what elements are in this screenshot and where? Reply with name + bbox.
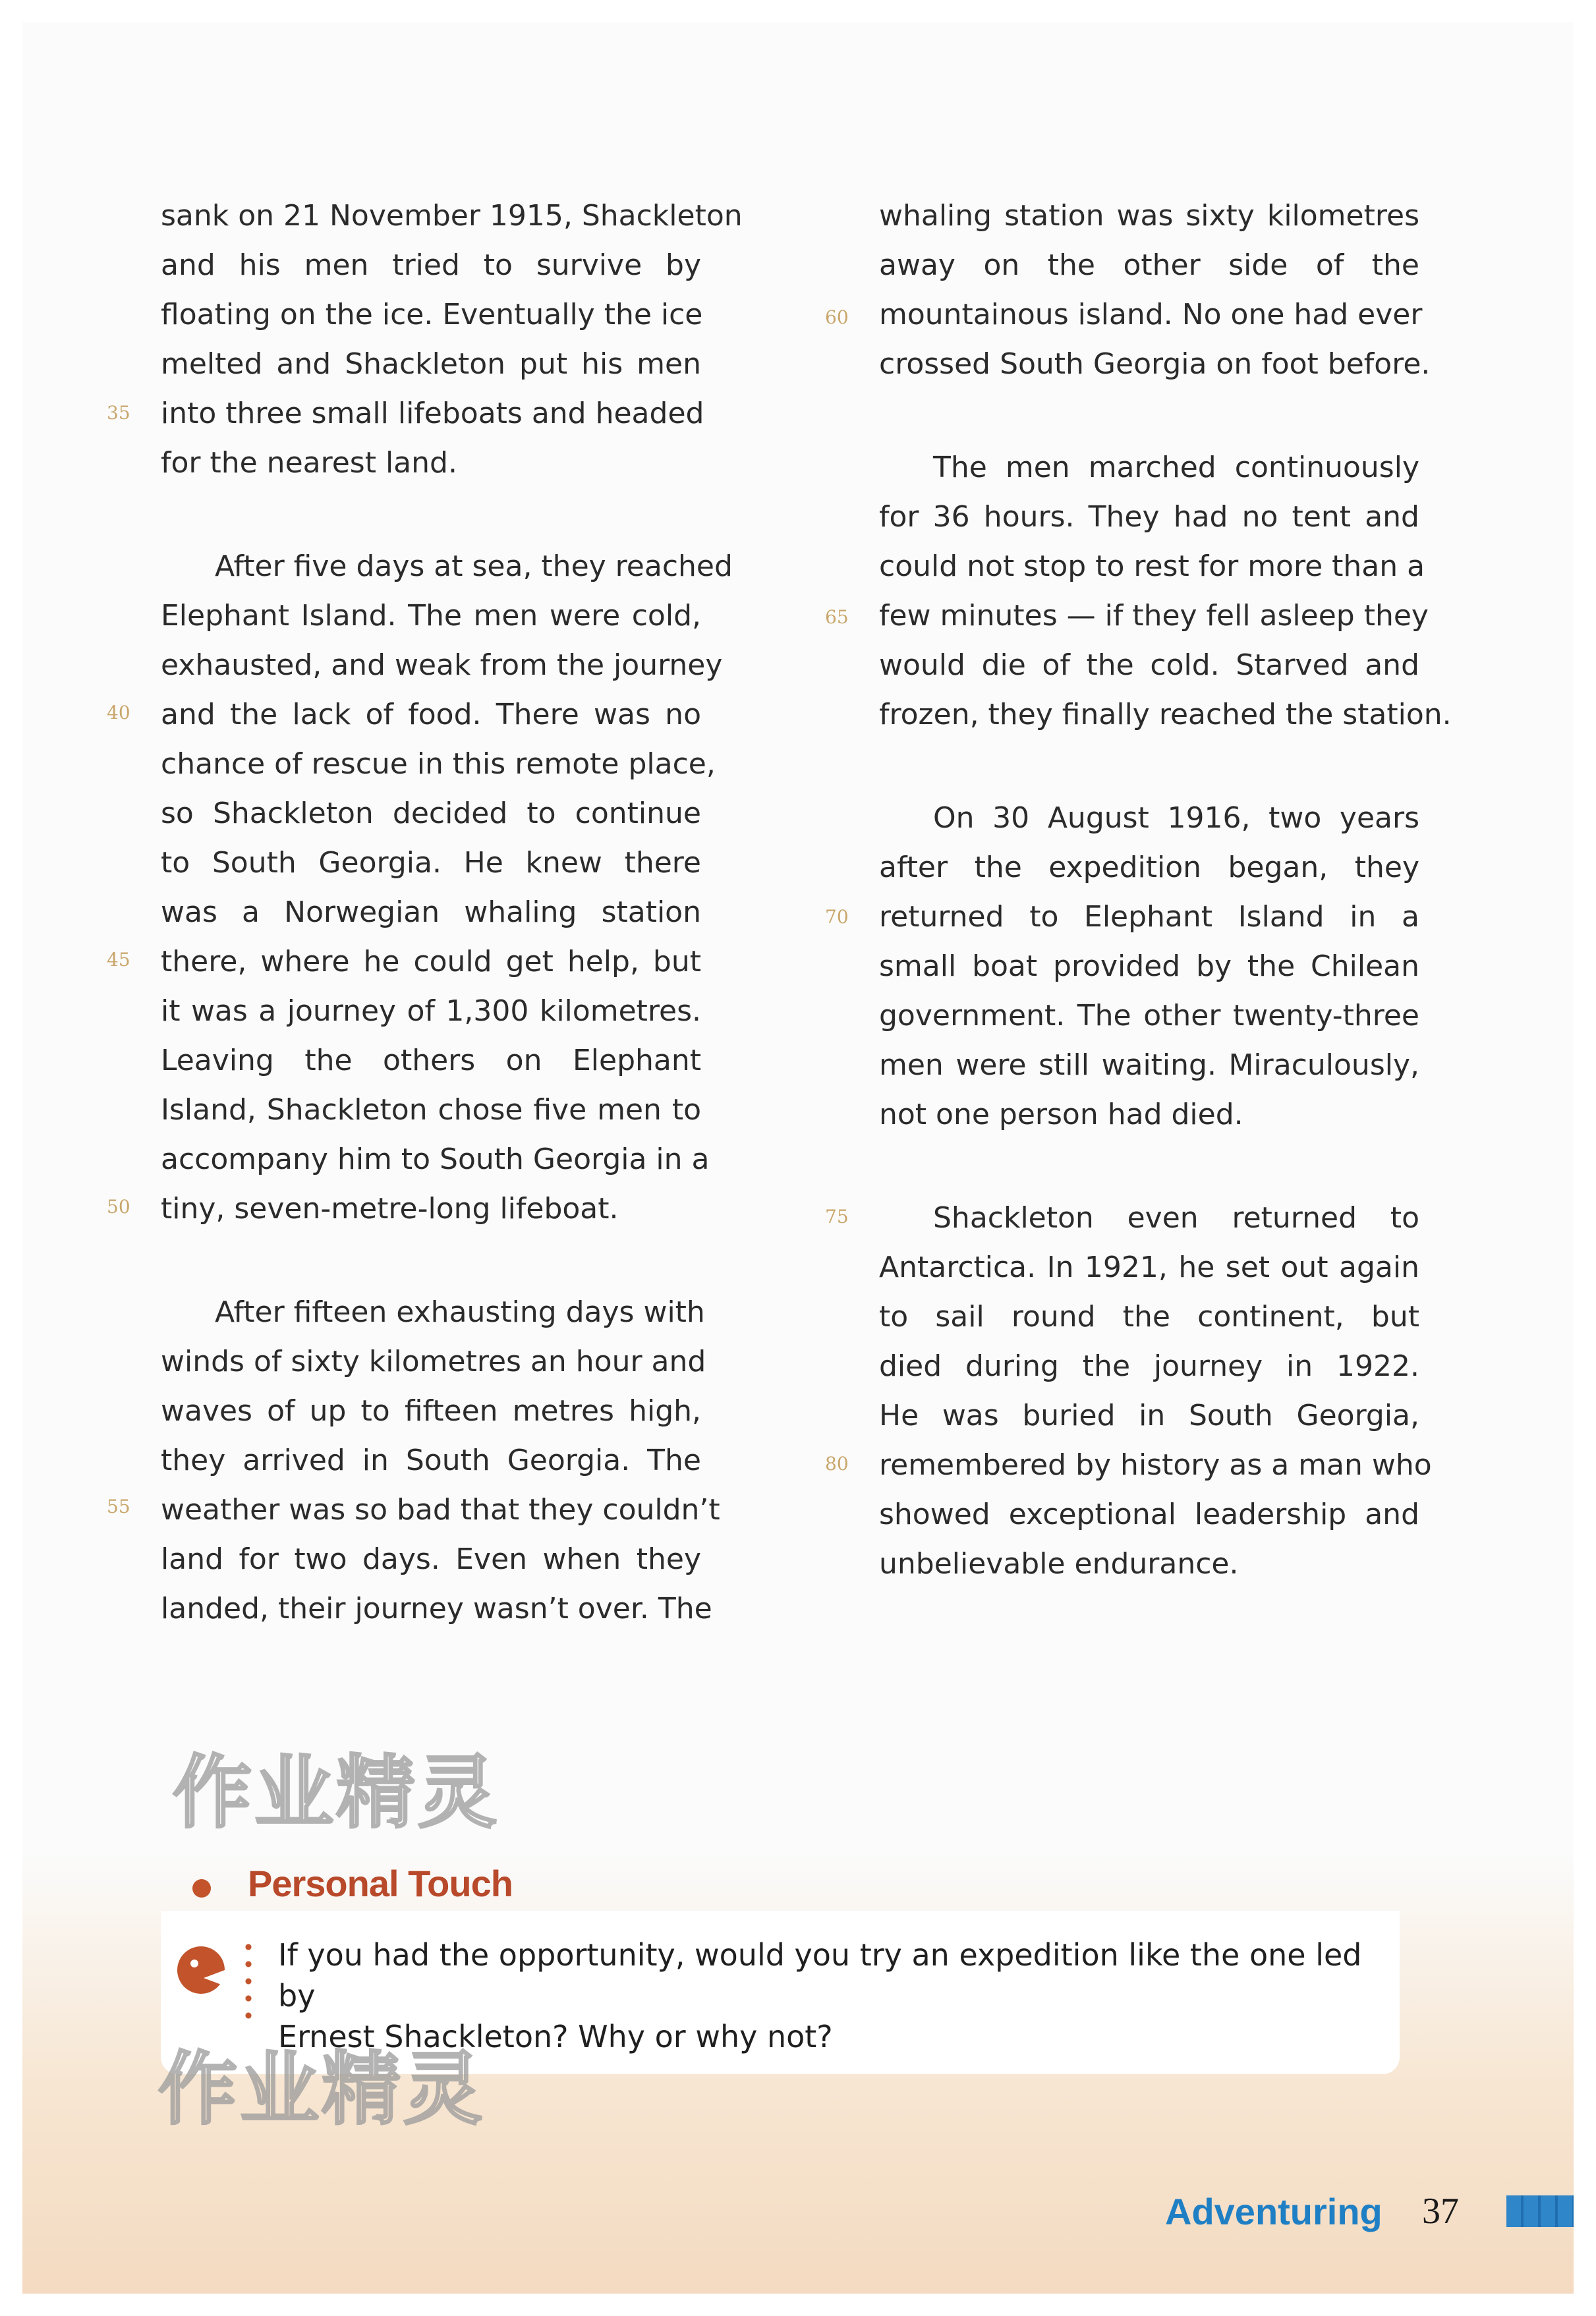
watermark: 作业精灵 (173, 1747, 499, 1839)
line-number: 55 (107, 1496, 130, 1517)
watermark: 作业精灵 (158, 2044, 485, 2135)
text-line: Shackleton even returned to (933, 1201, 1419, 1235)
text-line: landed, their journey wasn’t over. The (161, 1592, 712, 1625)
text-line: exhausted, and weak from the journey (161, 648, 723, 682)
text-line: not one person had died. (879, 1098, 1243, 1131)
line-number: 50 (107, 1196, 130, 1218)
text-line: After fifteen exhausting days with (215, 1295, 705, 1329)
text-line: He was buried in South Georgia, (879, 1399, 1419, 1432)
line-number: 80 (825, 1453, 849, 1475)
text-line: after the expedition began, they (879, 851, 1419, 884)
line-number: 35 (107, 402, 130, 424)
text-line: so Shackleton decided to continue (161, 797, 701, 830)
text-line: accompany him to South Georgia in a (161, 1143, 710, 1176)
text-line: melted and Shackleton put his men (161, 347, 701, 381)
text-line: returned to Elephant Island in a (879, 900, 1419, 934)
line-number: 75 (825, 1206, 849, 1228)
text-line: weather was so bad that they couldn’t (161, 1493, 720, 1527)
text-line: tiny, seven-metre-long lifeboat. (161, 1192, 619, 1226)
speech-face-icon (175, 1944, 227, 1996)
text-line: crossed South Georgia on foot before. (879, 347, 1431, 381)
text-line: sank on 21 November 1915, Shackleton (161, 199, 743, 233)
text-line: for 36 hours. They had no tent and (879, 500, 1419, 534)
text-line: winds of sixty kilometres an hour and (161, 1345, 706, 1378)
line-number: 45 (107, 949, 130, 971)
text-line: could not stop to rest for more than a (879, 550, 1425, 583)
line-number: 40 (107, 702, 130, 723)
text-line: was a Norwegian whaling station (161, 895, 701, 929)
text-line: floating on the ice. Eventually the ice (161, 298, 703, 331)
line-number: 70 (825, 906, 849, 928)
text-line: died during the journey in 1922. (879, 1349, 1419, 1383)
left-column (161, 191, 743, 1633)
section-title: Adventuring (1165, 2191, 1382, 2232)
bullet-dot-icon (192, 1879, 211, 1898)
text-line: government. The other twenty-three (879, 999, 1419, 1032)
text-line: After five days at sea, they reached (215, 550, 733, 583)
text-line: Elephant Island. The men were cold, (161, 599, 701, 633)
text-line: unbelievable endurance. (879, 1547, 1239, 1581)
text-line: frozen, they finally reached the station. (879, 698, 1452, 731)
text-line: it was a journey of 1,300 kilometres. (161, 994, 701, 1028)
text-line: they arrived in South Georgia. The (161, 1444, 701, 1477)
text-line: and his men tried to survive by (161, 248, 701, 282)
text-line: mountainous island. No one had ever (879, 298, 1423, 331)
text-line: The men marched continuously (933, 451, 1419, 484)
text-line: Antarctica. In 1921, he set out again (879, 1251, 1419, 1284)
text-line: Leaving the others on Elephant (161, 1044, 701, 1077)
text-line: showed exceptional leadership and (879, 1498, 1419, 1531)
question-line: If you had the opportunity, would you try an expedition like the one led by (278, 1937, 1362, 2014)
page-number: 37 (1422, 2191, 1459, 2232)
text-line: whaling station was sixty kilometres (879, 199, 1419, 233)
question-line: Ernest Shackleton? Why or why not? (278, 2019, 833, 2054)
text-line: and the lack of food. There was no (161, 698, 701, 731)
text-line: chance of rescue in this remote place, (161, 747, 716, 781)
text-line: men were still waiting. Miraculously, (879, 1048, 1419, 1082)
text-line: there, where he could get help, but (161, 945, 701, 978)
text-line: to South Georgia. He knew there (161, 846, 701, 880)
text-line: land for two days. Even when they (161, 1542, 701, 1576)
footer-tab-bar (1506, 2195, 1574, 2227)
text-line: to sail round the continent, but (879, 1300, 1419, 1334)
text-line: remembered by history as a man who (879, 1448, 1432, 1482)
text-line: would die of the cold. Starved and (879, 648, 1419, 682)
line-number: 65 (825, 606, 849, 628)
text-line: away on the other side of the (879, 248, 1419, 282)
text-line: small boat provided by the Chilean (879, 949, 1419, 983)
text-line: Island, Shackleton chose five men to (161, 1093, 701, 1127)
personal-touch-title: Personal Touch (248, 1863, 513, 1904)
text-line: waves of up to fifteen metres high, (161, 1394, 701, 1428)
dotted-separator (245, 1938, 252, 2024)
text-line: for the nearest land. (161, 446, 457, 480)
right-column (879, 191, 1452, 1589)
line-number: 60 (825, 306, 849, 328)
text-line: few minutes — if they fell asleep they (879, 599, 1429, 633)
text-line: On 30 August 1916, two years (933, 801, 1419, 835)
text-line: into three small lifeboats and headed (161, 397, 704, 430)
